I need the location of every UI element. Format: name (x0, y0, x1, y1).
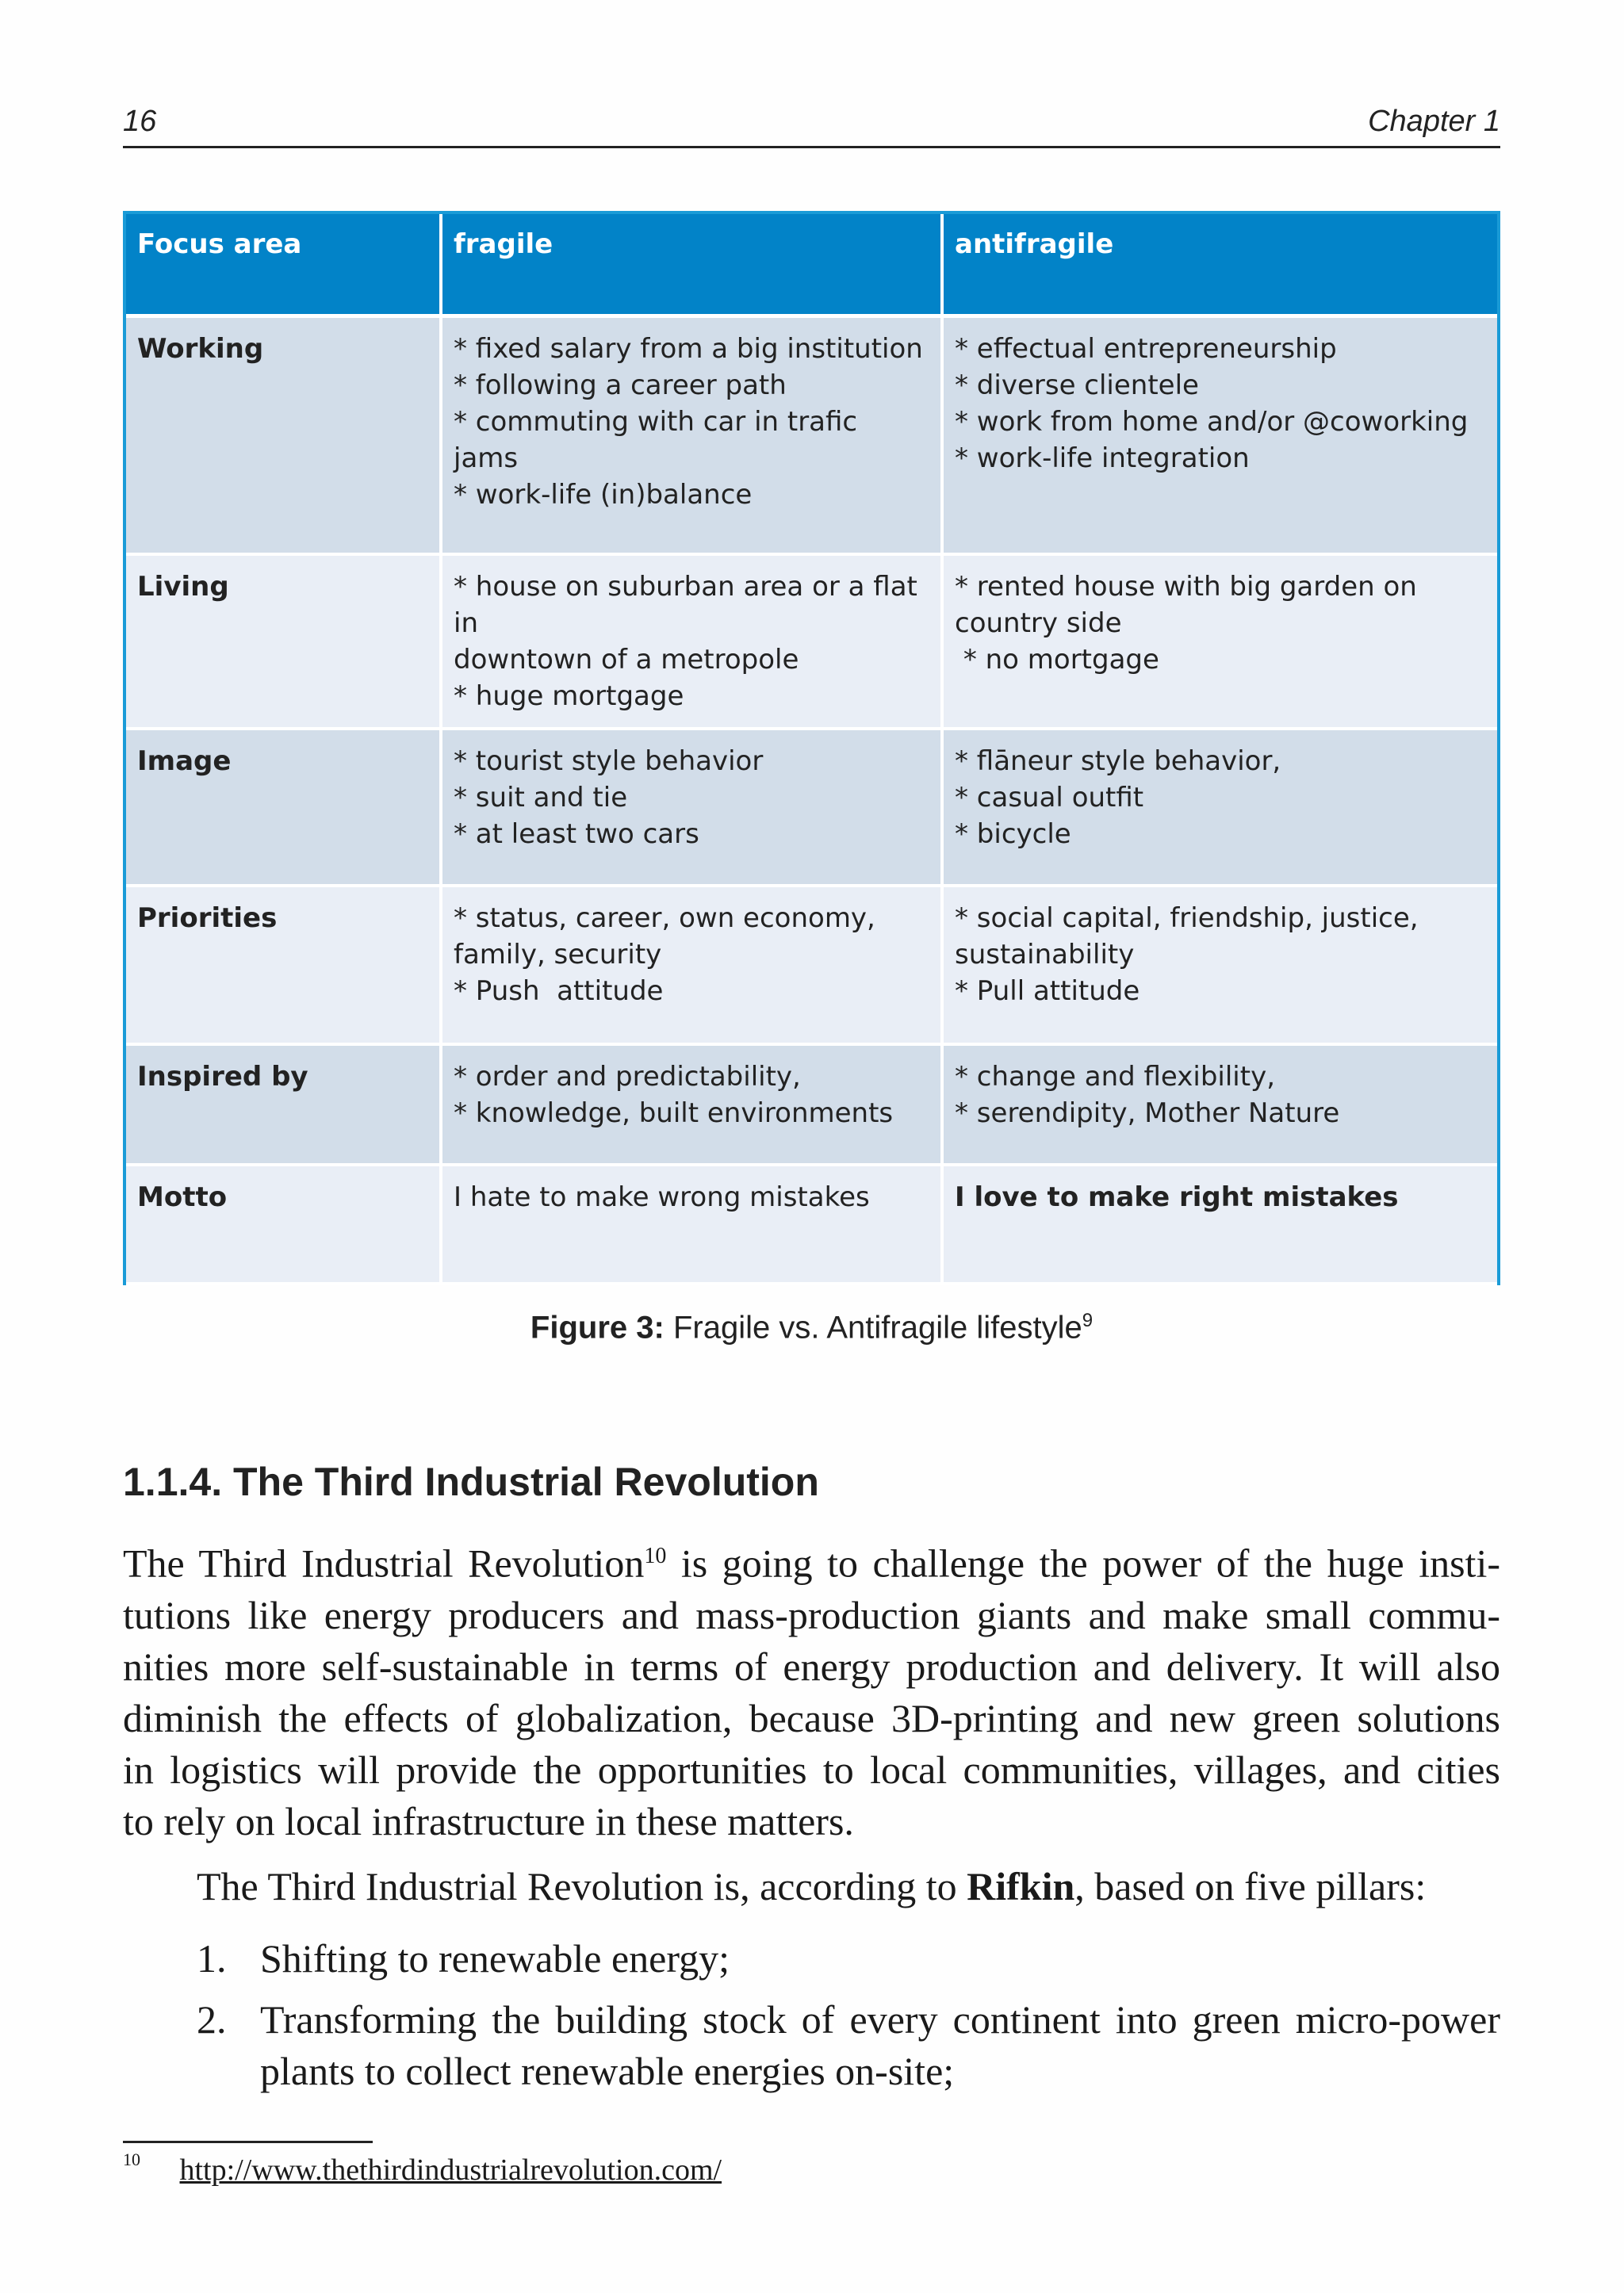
cell-line: * serendipity, Mother Nature (955, 1097, 1340, 1129)
paragraph-line: to rely on local infrastructure in these matters. (123, 1798, 854, 1843)
cell-line: I hate to make wrong mistakes (454, 1181, 870, 1213)
paragraph-line: tutions like energy producers and mass-production giants and make small commu- (123, 1592, 1500, 1637)
row-fragile (441, 1165, 942, 1284)
cell-line: * work from home and/or @coworking (955, 406, 1469, 438)
line-text: is going to challenge the power of the huge insti- (666, 1541, 1500, 1586)
body-paragraph-2 (197, 1863, 1426, 1909)
cell-line: * at least two cars (454, 817, 699, 850)
cell-line: * fixed salary from a big institution (454, 333, 923, 365)
table-row (126, 554, 1497, 729)
cell-line: * work-life integration (955, 442, 1250, 474)
running-header (123, 105, 1500, 148)
cell-line: * flāneur style behavior, (955, 745, 1281, 777)
cell-line: country side (955, 607, 1122, 639)
row-area: Image (126, 729, 441, 886)
cell-line: family, security (454, 938, 662, 970)
cell-line: * effectual entrepreneurship (955, 333, 1337, 365)
row-area: Motto (126, 1165, 441, 1284)
row-antifragile (942, 554, 1497, 729)
row-antifragile (942, 1165, 1497, 1284)
table-row (126, 886, 1497, 1044)
section-title: 1.1.4. The Third Industrial Revolution (123, 1460, 819, 1504)
cell-line: sustainability (955, 938, 1135, 970)
cell-line: * rented house with big garden on (955, 570, 1417, 603)
header-fragile: fragile (441, 214, 942, 316)
row-fragile (441, 1044, 942, 1165)
cell-line: * Pull attitude (955, 974, 1140, 1007)
table-row (126, 1044, 1497, 1165)
cell-line: * commuting with car in trafic jams (454, 406, 866, 474)
paragraph-line (123, 1530, 1500, 1590)
lifestyle-table (126, 214, 1497, 1285)
footnote-rule (123, 2141, 373, 2143)
row-antifragile (942, 886, 1497, 1044)
cell-line: * knowledge, built environments (454, 1097, 894, 1129)
footnote (123, 2149, 722, 2188)
row-fragile (441, 729, 942, 886)
cell-line: * change and flexibility, (955, 1060, 1275, 1093)
row-fragile (441, 554, 942, 729)
row-area: Living (126, 554, 441, 729)
row-fragile (441, 886, 942, 1044)
paragraph-line: in logistics will provide the opportunities to local communities, villages, and cities (123, 1747, 1500, 1792)
list-line: Shifting to renewable energy; (260, 1936, 730, 1981)
footnote-ref-10: 10 (644, 1544, 667, 1568)
cell-line: * work-life (in)balance (454, 479, 753, 511)
cell-line: * suit and tie (454, 781, 628, 813)
list-number: 2. (197, 1997, 227, 2042)
cell-line: * bicycle (955, 817, 1071, 850)
body-paragraph (123, 1530, 1500, 1847)
list-number: 1. (197, 1936, 227, 1981)
figure-caption (123, 1310, 1500, 1346)
row-antifragile (942, 316, 1497, 554)
cell-line: * order and predictability, (454, 1060, 801, 1093)
cell-line: * Push attitude (454, 974, 664, 1007)
paragraph-line: diminish the effects of globalization, because 3D-printing and new green solutions (123, 1695, 1500, 1740)
footnote-link[interactable]: http://www.thethirdindustrialrevolution.com/ (179, 2153, 722, 2187)
caption-footnote-ref: 9 (1082, 1310, 1094, 1331)
cell-line: I love to make right mistakes (955, 1181, 1399, 1213)
cell-line: * huge mortgage (454, 679, 684, 712)
list-line: plants to collect renewable energies on-site; (260, 2049, 955, 2093)
row-fragile (441, 316, 942, 554)
table-row (126, 316, 1497, 554)
list-text (260, 1994, 1500, 2097)
row-area: Inspired by (126, 1044, 441, 1165)
cell-line: * status, career, own economy, (454, 902, 875, 934)
paragraph-line: nities more self-sustainable in terms of energy production and delivery. It will also (123, 1644, 1500, 1689)
list-line: Transforming the building stock of every continent into green micro-power (260, 1997, 1500, 2042)
header-focus-area: Focus area (126, 214, 441, 316)
cell-line: downtown of a metropole (454, 643, 799, 676)
author-name: Rifkin (967, 1864, 1075, 1908)
line-text: The Third Industrial Revolution is, according to (197, 1864, 967, 1908)
cell-line: * diverse clientele (955, 369, 1199, 401)
pillars-list (197, 1933, 1500, 2097)
line-text: , based on five pillars: (1074, 1864, 1427, 1908)
list-item (197, 1933, 1500, 1985)
cell-line: * social capital, friendship, justice, (955, 902, 1419, 934)
cell-line: * tourist style behavior (454, 745, 764, 777)
line-text: The Third Industrial Revolution (123, 1541, 645, 1586)
row-antifragile (942, 729, 1497, 886)
chapter-label: Chapter 1 (1368, 105, 1500, 138)
cell-line: * no mortgage (955, 643, 1159, 676)
page-number: 16 (123, 105, 157, 138)
table-header-row (126, 214, 1497, 316)
lifestyle-table-figure (123, 211, 1500, 1285)
list-text (260, 1933, 1500, 1985)
cell-line: * following a career path (454, 369, 787, 401)
header-antifragile: antifragile (942, 214, 1497, 316)
cell-line: * house on suburban area or a flat in (454, 570, 926, 639)
caption-text: Fragile vs. Antifragile lifestyle (672, 1310, 1082, 1346)
row-area: Priorities (126, 886, 441, 1044)
cell-line: * casual outfit (955, 781, 1144, 813)
list-item (197, 1994, 1500, 2097)
table-row (126, 729, 1497, 886)
row-antifragile (942, 1044, 1497, 1165)
caption-label: Figure 3: (530, 1310, 665, 1346)
table-row (126, 1165, 1497, 1284)
footnote-number: 10 (123, 2149, 140, 2169)
row-area: Working (126, 316, 441, 554)
